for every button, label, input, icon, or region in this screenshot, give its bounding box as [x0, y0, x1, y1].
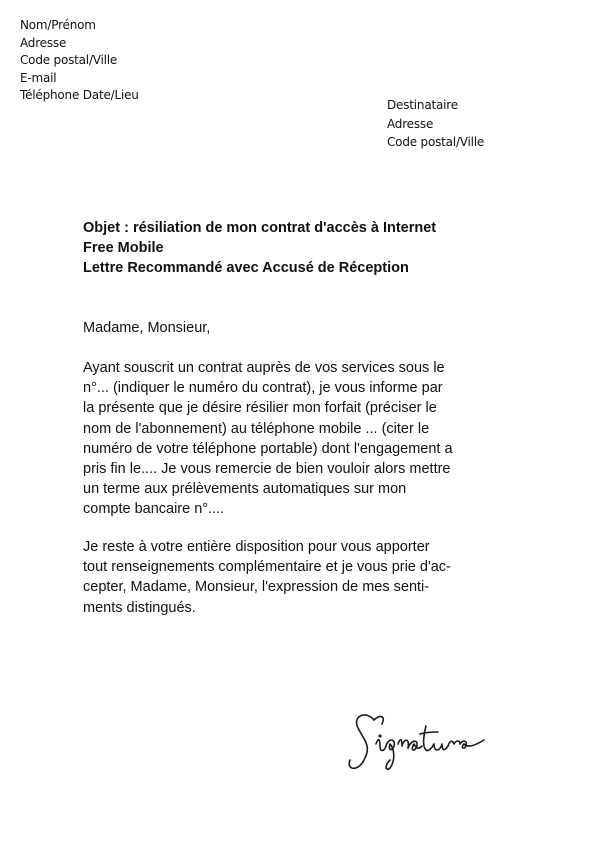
paragraph-line: cepter, Madame, Monsieur, l'expression de mes senti-: [83, 579, 430, 596]
sender-address: Adresse: [20, 35, 67, 50]
paragraph-line: tout renseignements complémentaire et je vous prie d'ac-: [83, 559, 451, 576]
sender-block: [20, 17, 139, 105]
salutation-text: Madame, Monsieur,: [83, 320, 211, 336]
paragraph-line: nom de l'abonnement) au téléphone mobile ... (citer le: [83, 420, 430, 437]
paragraph-line: n°... (indiquer le numéro du contrat), je vous informe par: [83, 380, 443, 397]
paragraph-line: numéro de votre téléphone portable) dont l'engagement a: [83, 440, 453, 457]
paragraph-line: Ayant souscrit un contrat auprès de vos services sous le: [83, 360, 445, 376]
sender-phone-date-place: Téléphone Date/Lieu: [20, 88, 139, 102]
subject-delivery-method: Lettre Recommandé avec Accusé de Réception: [83, 260, 409, 276]
paragraph-line: la présente que je désire résilier mon forfait (préciser le: [83, 400, 437, 417]
recipient-name: Destinataire: [387, 98, 458, 112]
recipient-address: Adresse: [387, 116, 434, 131]
subject-block: [83, 218, 436, 278]
sender-email: E-mail: [20, 70, 57, 85]
handwritten-signature: [344, 700, 494, 785]
salutation: [83, 318, 210, 338]
sender-name: Nom/Prénom: [20, 18, 96, 32]
subject-line: Objet : résiliation de mon contrat d'accès à Internet: [83, 220, 437, 236]
paragraph-line: Je reste à votre entière disposition pour vous apporter: [83, 539, 430, 555]
recipient-block: [387, 96, 484, 152]
paragraph-line: un terme aux prélèvements automatiques sur mon: [83, 481, 407, 498]
paragraph-line: ments distingués.: [83, 599, 196, 616]
paragraph-line: pris fin le.... Je vous remercie de bien vouloir alors mettre: [83, 461, 451, 478]
paragraph-closing: [83, 537, 451, 618]
subject-provider: Free Mobile: [83, 240, 164, 256]
sender-postal-city: Code postal/Ville: [20, 53, 118, 67]
paragraph-line: compte bancaire n°....: [83, 501, 225, 518]
recipient-postal-city: Code postal/Ville: [387, 135, 485, 149]
paragraph-termination-request: [83, 358, 453, 520]
